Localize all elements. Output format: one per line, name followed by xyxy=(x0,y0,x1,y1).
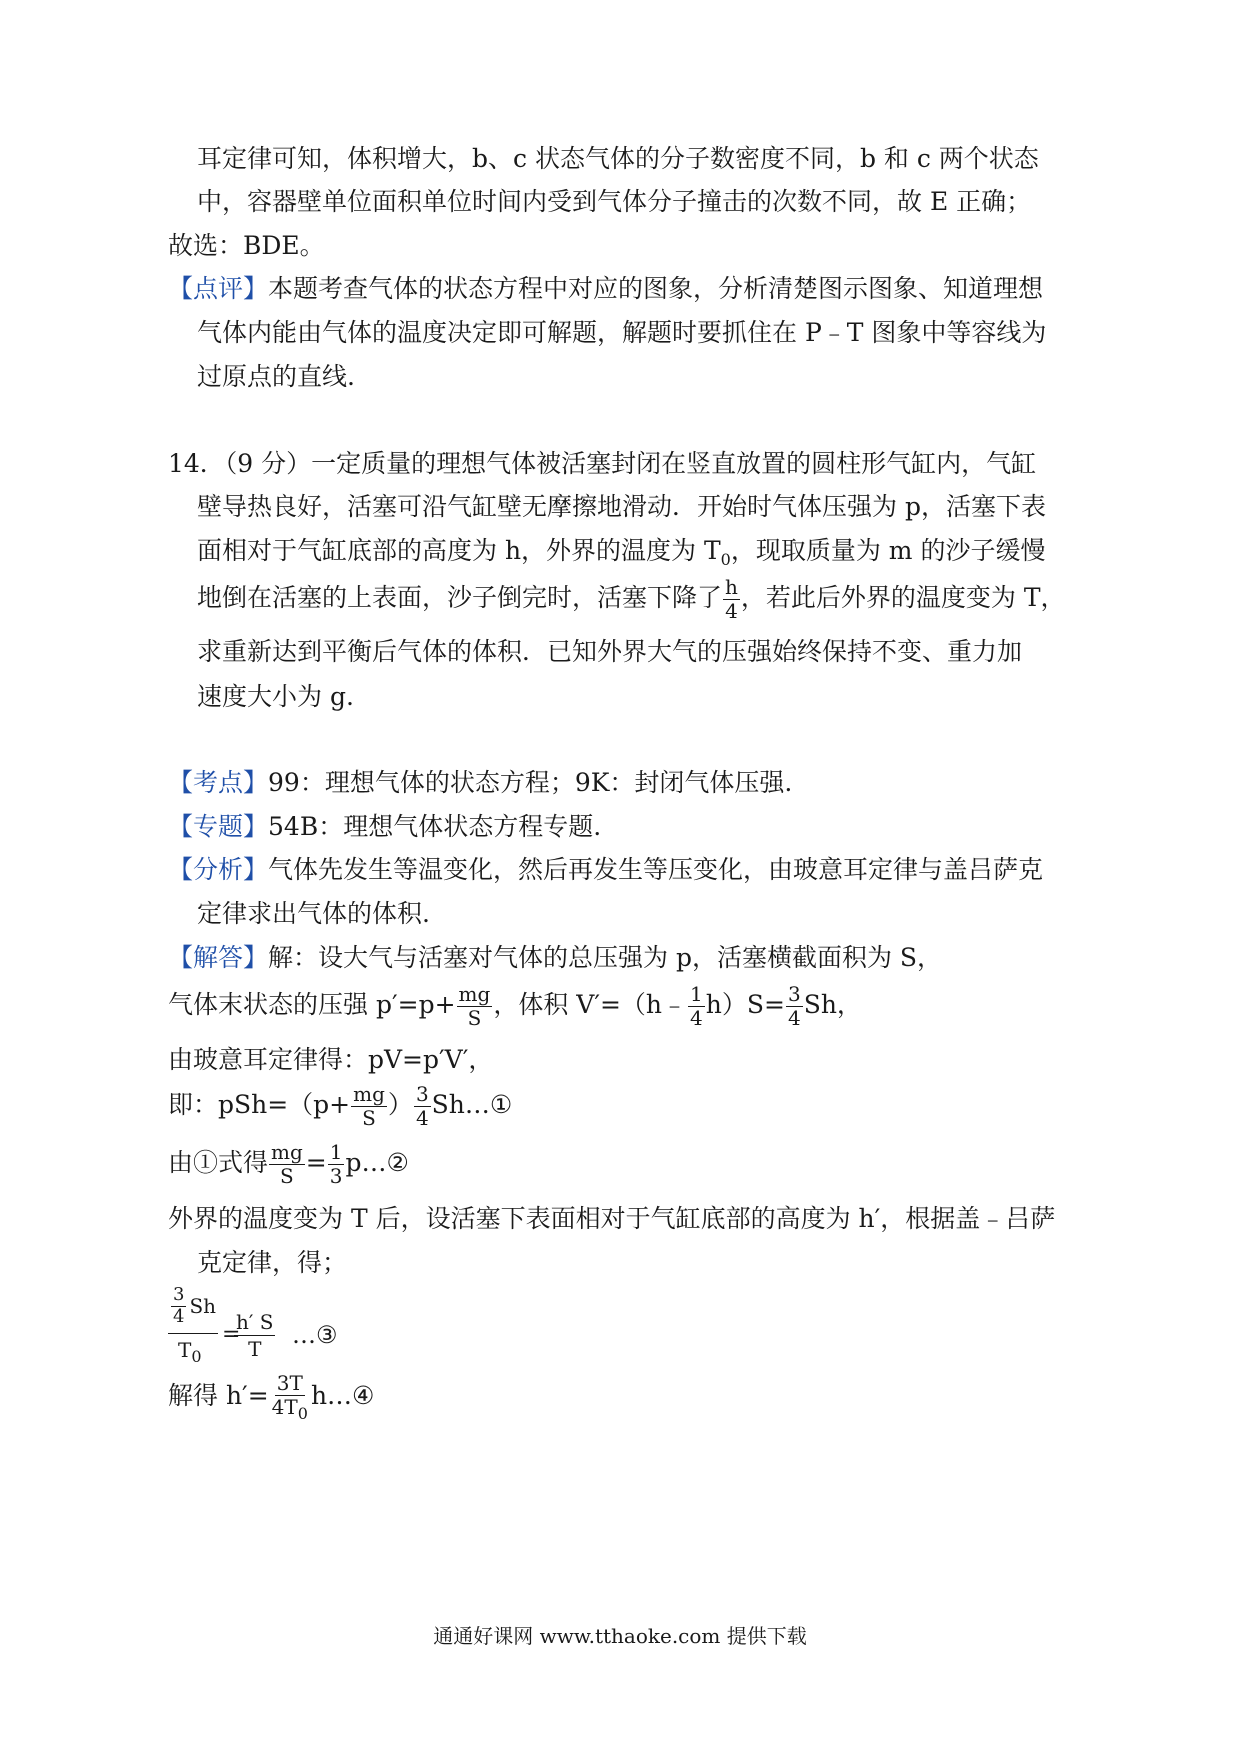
section-tag: 【分析】 xyxy=(168,855,269,884)
denominator: S xyxy=(362,1106,376,1130)
outer-denominator xyxy=(178,1338,202,1366)
fraction xyxy=(414,1084,431,1129)
numerator: 3 xyxy=(415,1082,429,1106)
section-tag: 【点评】 xyxy=(168,274,269,303)
text-line xyxy=(197,538,1045,568)
text: Sh xyxy=(189,1294,217,1319)
fraction xyxy=(270,1370,310,1423)
section-tag: 【考点】 xyxy=(168,768,269,797)
numerator: h xyxy=(725,575,738,599)
text-line: 故选：BDE。 xyxy=(168,231,325,260)
text: 气体先发生等温变化，然后再发生等压变化，由玻意耳定律与盖吕萨克 xyxy=(268,855,1044,884)
text: 即：pSh=（p+ xyxy=(168,1090,351,1119)
denominator: 4 xyxy=(787,1006,801,1030)
text: 面相对于气缸底部的高度为 h，外界的温度为 T xyxy=(197,536,721,565)
text: Sh， xyxy=(803,990,862,1019)
text-line: 气体内能由气体的温度决定即可解题，解题时要抓住在 P﹣T 图象中等容线为 xyxy=(197,318,1047,347)
denominator: S xyxy=(280,1164,294,1188)
numerator: 1 xyxy=(329,1140,343,1164)
text: p…② xyxy=(345,1148,409,1177)
text-line: 外界的温度变为 T 后，设活塞下表面相对于气缸底部的高度为 h′，根据盖﹣吕萨 xyxy=(168,1204,1056,1233)
text: = xyxy=(305,1148,327,1177)
text-line: 耳定律可知，体积增大，b、c 状态气体的分子数密度不同，b 和 c 两个状态 xyxy=(197,144,1039,173)
zhuanti-line xyxy=(168,814,601,839)
text: T xyxy=(178,1338,192,1362)
text-line: 中，容器壁单位面积单位时间内受到气体分子撞击的次数不同，故 E 正确； xyxy=(197,187,1032,216)
equation-line xyxy=(168,1370,374,1422)
subscript: 0 xyxy=(297,1403,308,1423)
numerator: mg xyxy=(271,1140,303,1164)
text: 99：理想气体的状态方程；9K：封闭气体压强. xyxy=(268,768,793,797)
question-title: 14．（9 分）一定质量的理想气体被活塞封闭在竖直放置的圆柱形气缸内，气缸 xyxy=(168,449,1037,478)
text-line: 克定律，得； xyxy=(197,1248,348,1277)
fraction xyxy=(723,577,740,622)
text: …③ xyxy=(292,1321,338,1349)
fraction xyxy=(328,1142,345,1187)
nested-fraction-equation xyxy=(168,1286,388,1370)
numerator: mg xyxy=(353,1082,385,1106)
equation-line xyxy=(168,982,862,1029)
text: 4T xyxy=(271,1394,298,1419)
fraction xyxy=(234,1310,275,1361)
numerator: 1 xyxy=(690,982,703,1006)
page-footer: 通通好课网 www.tthaoke.com 提供下载 xyxy=(433,1624,807,1648)
denominator xyxy=(270,1396,310,1423)
text-line: 速度大小为 g. xyxy=(197,682,354,711)
numerator: 3 xyxy=(173,1284,185,1305)
fraction xyxy=(171,1286,186,1327)
text: ，现取质量为 m 的沙子缓慢 xyxy=(730,536,1046,565)
text-line: 过原点的直线. xyxy=(197,362,355,391)
text: 气体末状态的压强 p′=p+ xyxy=(168,990,456,1019)
section-tag: 【专题】 xyxy=(168,812,269,841)
denominator: 4 xyxy=(415,1106,429,1130)
text: Sh…① xyxy=(431,1090,513,1119)
text: 54B：理想气体状态方程专题. xyxy=(268,812,602,841)
equals: = xyxy=(222,1322,241,1347)
text: ，体积 V′=（h﹣ xyxy=(493,990,688,1019)
text: 由①式得 xyxy=(168,1148,269,1177)
text: 地倒在活塞的上表面，沙子倒完时，活塞下降了 xyxy=(197,583,723,612)
jieda-line xyxy=(168,945,942,970)
text-line: 壁导热良好，活塞可沿气缸壁无摩擦地滑动．开始时气体压强为 p，活塞下表 xyxy=(197,492,1046,521)
denominator: 4 xyxy=(173,1305,185,1327)
text-line: 定律求出气体的体积. xyxy=(197,899,430,928)
text: 本题考查气体的状态方程中对应的图象，分析清楚图示图象、知道理想 xyxy=(268,274,1044,303)
outer-numerator xyxy=(170,1286,216,1327)
denominator: T xyxy=(248,1337,262,1361)
text: h）S= xyxy=(705,990,785,1019)
text: 解：设大气与活塞对气体的总压强为 p，活塞横截面积为 S， xyxy=(268,943,943,972)
subscript: 0 xyxy=(720,550,731,569)
text-line: 求重新达到平衡后气体的体积．已知外界大气的压强始终保持不变、重力加 xyxy=(197,637,1023,666)
fraction xyxy=(688,984,705,1029)
fraction xyxy=(457,984,493,1029)
text: 解得 h′= xyxy=(168,1381,269,1410)
denominator: S xyxy=(467,1006,482,1030)
denominator: 3 xyxy=(329,1164,343,1188)
review-line xyxy=(168,276,1043,301)
numerator: 3 xyxy=(787,982,801,1006)
subscript: 0 xyxy=(191,1347,202,1366)
text-line xyxy=(197,576,1066,622)
equation-line: 由玻意耳定律得：pV=p′V′， xyxy=(168,1045,494,1074)
section-tag: 【解答】 xyxy=(168,943,269,972)
equation-line xyxy=(168,1082,512,1129)
fraction xyxy=(269,1142,305,1187)
fenxi-line xyxy=(168,857,1043,882)
kaodian-line xyxy=(168,770,792,795)
denominator: 4 xyxy=(690,1006,703,1030)
denominator: 4 xyxy=(725,599,738,623)
text: ） xyxy=(387,1090,413,1119)
fraction xyxy=(786,984,803,1029)
text: ，若此后外界的温度变为 T， xyxy=(740,583,1066,612)
fraction-bar xyxy=(168,1333,218,1334)
fraction xyxy=(351,1084,387,1129)
numerator: mg xyxy=(458,982,491,1006)
numerator: 3T xyxy=(276,1370,303,1395)
text: h…④ xyxy=(310,1381,375,1410)
equation-line xyxy=(168,1140,409,1187)
numerator: h′ S xyxy=(236,1310,274,1334)
